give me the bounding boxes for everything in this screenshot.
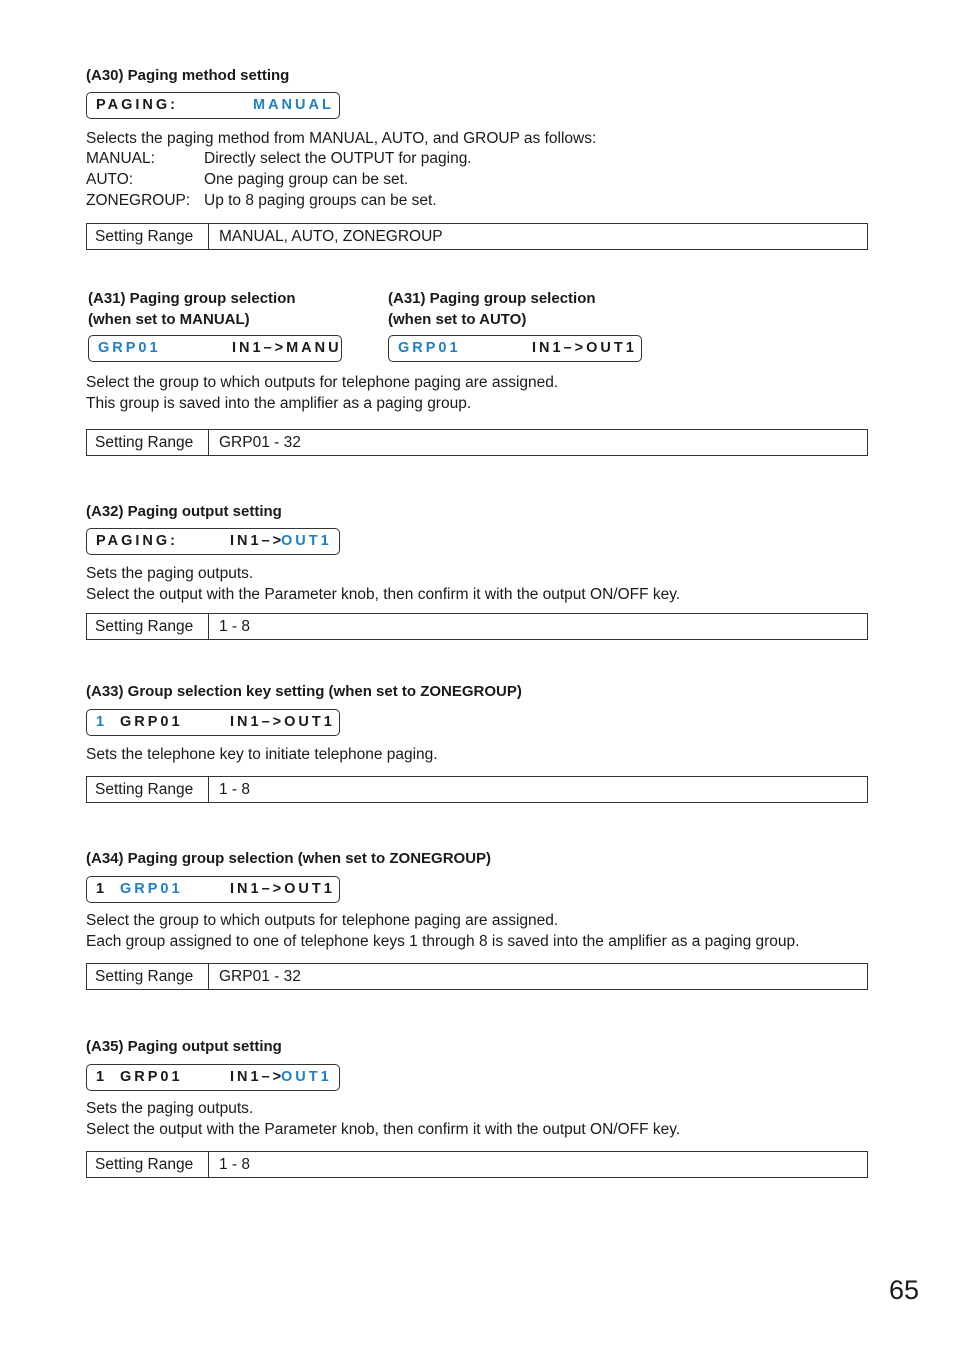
a33-setting-range-table xyxy=(86,776,868,803)
a35-lcd-display xyxy=(86,1064,340,1091)
lcd-label: PAGING: xyxy=(96,533,178,549)
method-item-zonegroup xyxy=(86,190,686,211)
a30-method-list xyxy=(86,148,686,211)
a34-description-line2: Each group assigned to one of telephone keys 1 through 8 is saved into the amplifier as a paging group. xyxy=(86,933,800,950)
setting-range-label: Setting Range xyxy=(87,224,209,249)
a33-description-line1: Sets the telephone key to initiate telephone paging. xyxy=(86,746,438,763)
setting-range-label: Setting Range xyxy=(87,430,209,455)
a33-lcd-display xyxy=(86,709,340,736)
lcd-group: GRP01 xyxy=(120,714,183,730)
method-term: MANUAL: xyxy=(86,150,155,167)
setting-range-value: GRP01 - 32 xyxy=(219,434,301,451)
setting-range-label: Setting Range xyxy=(87,964,209,989)
lcd-route-prefix: IN1–> xyxy=(230,1069,285,1085)
lcd-group: GRP01 xyxy=(120,881,183,897)
lcd-key-number: 1 xyxy=(96,1069,108,1085)
a33-heading: (A33) Group selection key setting (when set to ZONEGROUP) xyxy=(86,683,522,700)
a31-description-line1: Select the group to which outputs for telephone paging are assigned. xyxy=(86,374,559,391)
method-term: AUTO: xyxy=(86,171,134,188)
lcd-group: GRP01 xyxy=(98,340,161,356)
lcd-key-number: 1 xyxy=(96,714,108,730)
a35-heading: (A35) Paging output setting xyxy=(86,1038,282,1055)
a31-manual-lcd-display xyxy=(88,335,342,362)
a35-description-line2: Select the output with the Parameter knob, then confirm it with the output ON/OFF key. xyxy=(86,1121,681,1138)
a32-heading: (A32) Paging output setting xyxy=(86,503,282,520)
a35-description-line1: Sets the paging outputs. xyxy=(86,1100,254,1117)
lcd-highlight-value: OUT1 xyxy=(281,1069,332,1085)
a31-manual-heading-line2: (when set to MANUAL) xyxy=(88,311,250,328)
a34-lcd-display xyxy=(86,876,340,903)
lcd-group: GRP01 xyxy=(398,340,461,356)
a30-lcd-display xyxy=(86,92,340,119)
page-number: 65 xyxy=(889,1275,920,1305)
lcd-highlight-value: MANUAL xyxy=(253,97,334,113)
a31-setting-range-table xyxy=(86,429,868,456)
setting-range-label: Setting Range xyxy=(87,614,209,639)
a31-auto-heading-line2: (when set to AUTO) xyxy=(388,311,527,328)
a34-heading: (A34) Paging group selection (when set to ZONEGROUP) xyxy=(86,850,492,867)
lcd-route: IN1–>OUT1 xyxy=(230,881,335,897)
setting-range-label: Setting Range xyxy=(87,777,209,802)
method-definition: Up to 8 paging groups can be set. xyxy=(204,192,437,209)
setting-range-value: 1 - 8 xyxy=(219,618,251,635)
method-term: ZONEGROUP: xyxy=(86,192,191,209)
setting-range-value: 1 - 8 xyxy=(219,781,251,798)
method-item-manual xyxy=(86,148,686,169)
lcd-key-number: 1 xyxy=(96,881,108,897)
a35-setting-range-table xyxy=(86,1151,868,1178)
lcd-route: IN1–>OUT1 xyxy=(230,714,335,730)
a31-description-line2: This group is saved into the amplifier as a paging group. xyxy=(86,395,472,412)
a31-auto-heading-line1: (A31) Paging group selection xyxy=(388,290,596,307)
setting-range-value: 1 - 8 xyxy=(219,1156,251,1173)
lcd-group: GRP01 xyxy=(120,1069,183,1085)
a32-description-line1: Sets the paging outputs. xyxy=(86,565,254,582)
lcd-highlight-value: OUT1 xyxy=(281,533,332,549)
method-definition: One paging group can be set. xyxy=(204,171,409,188)
a32-setting-range-table xyxy=(86,613,868,640)
a31-manual-heading-line1: (A31) Paging group selection xyxy=(88,290,296,307)
a34-setting-range-table xyxy=(86,963,868,990)
a32-lcd-display xyxy=(86,528,340,555)
lcd-label: PAGING: xyxy=(96,97,178,113)
a34-description-line1: Select the group to which outputs for telephone paging are assigned. xyxy=(86,912,559,929)
a30-intro: Selects the paging method from MANUAL, AUTO, and GROUP as follows: xyxy=(86,130,597,147)
setting-range-value: GRP01 - 32 xyxy=(219,968,301,985)
setting-range-value: MANUAL, AUTO, ZONEGROUP xyxy=(219,228,443,245)
a31-auto-lcd-display xyxy=(388,335,642,362)
setting-range-label: Setting Range xyxy=(87,1152,209,1177)
method-item-auto xyxy=(86,169,686,190)
a30-heading: (A30) Paging method setting xyxy=(86,67,290,84)
lcd-route-prefix: IN1–> xyxy=(230,533,285,549)
lcd-route: IN1–>MANU xyxy=(232,340,342,356)
method-definition: Directly select the OUTPUT for paging. xyxy=(204,150,472,167)
lcd-route: IN1–>OUT1 xyxy=(532,340,637,356)
a32-description-line2: Select the output with the Parameter knob, then confirm it with the output ON/OFF key. xyxy=(86,586,681,603)
a30-setting-range-table xyxy=(86,223,868,250)
